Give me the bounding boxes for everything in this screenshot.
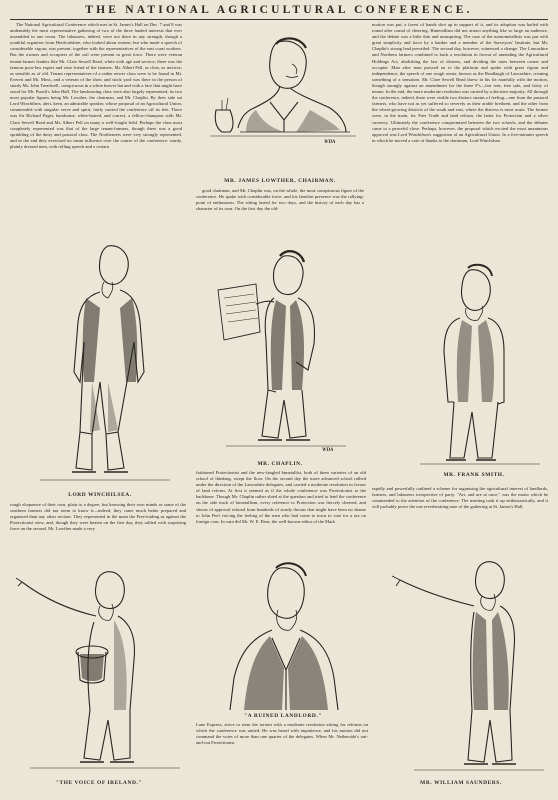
artist-signature: WDA: [322, 448, 334, 453]
caption-voice-of-ireland: "THE VOICE OF IRELAND.": [55, 780, 143, 786]
article-paragraph: rough eloquence of their own, plain to a degree, but knowing their own minds as some of the southern farmers did not seem to know it—indeed, they came much better prepared and organised than any other section. They represented in the main the Free-trading as against the Protectionist view, and, though they were beaten on the first day, they rallied with surprising force on the second. Mr. Lowther made a very: [10, 502, 186, 532]
article-column-1-top: [10, 22, 182, 230]
article-paragraph: fashioned Protectionist and the new-fangled bimetallist, both of them varieties of an old school of thinking, swept the floor. On the second day the more advanced school rallied under the direction of the Lancashire delegates, and carried a moderate resolution in favour of land reform. At first it seemed as if the whole conference was Protectionist to the backbone. Though Mr. Chaplin rather shied at the question and tried to lend the conference on the side track of bimetallism, every reference to Protection was fiercely cheered, and shouts of approval echoed from hundreds of sturdy throats that might have been no shame to John Peel voicing the feeling of the men who had come to town to vote for a tax on foreign corn. In vain did Mr. W. E. Bear, the well-known editor of the Mark: [196, 470, 366, 524]
voice-of-ireland-sketch: [10, 560, 188, 778]
caption-chaplin: MR. CHAPLIN.: [257, 461, 303, 467]
frank-smith-sketch: [400, 262, 548, 470]
illustration-voice-of-ireland: [10, 560, 188, 778]
article-paragraph: motion was put, a forest of hands shot up in support of it, and its adoption was hailed with round after round of cheering. Bimetallism did not attract anything like so large an audience, and the debate was a little thin and uninspiring. The case of the monometallists was put with great simplicity and force by a banker and a member of the Surveyors' Institute, but Mr. Chaplin's strong lead prevailed. The second day, however, witnessed a change. The Lancashire and Northern farmers combined to back a resolution in favour of amending the Agricultural Holdings Act, abolishing the law of distress, and dividing the rates between owner and occupier. Man after man pressed on to the platform and spoke with great vigour and independence, the speech of one rough orator, known as the Bradlaugh of Lancashire, creating something of a sensation. Mr. Clare Sewell Read threw in his lot manfully with the motion, though strongly against an amendment for the three F's—fair rent, free sale, and fixity of tenure. In the end, the more moderate resolution was carried by a decisive majority. All through the conference, indeed, there were visible two distinct strains of feeling—one from the pastoral farmers, who have not as yet suffered so severely as their arable brethren, and the other from the wheat-growing districts of the south and east, where the distress is most acute. The former were, in the main, for Free Trade and land reform, the latter for Protection and a silver currency. Ultimately the conference compromised between the two schools, and the debates came to a peaceful close. Perhaps, however, the proposal which excited the most unanimous approval was Lord Winchilsea's suggestion of an Agricultural Union. In a five-minutes speech in which he moved a vote of thanks to the chairman, Lord Winchilsea: [372, 22, 548, 143]
masthead-rule: [10, 19, 548, 20]
caption-winchilsea: LORD WINCHILSEA.: [68, 492, 132, 498]
article-column-2-low: [196, 470, 366, 558]
article-paragraph: Lane Express, strive to stem the torrent with a moderate resolution asking for reforms on which the conference was united. He was heard with impatience, and his motion did not command the votes of more than one quarter of the delegates. When Mr. Netherside's out-and-out Protectionist: [196, 722, 368, 746]
masthead-title: THE NATIONAL AGRICULTURAL CONFERENCE.: [85, 4, 473, 16]
article-paragraph: rapidly and powerfully outlined a scheme for organising the agricultural interest of landlords, farmers, and labourers irrespective of party. "Art, and are at once," was the motto which he commended to the attention of the conference. The meeting took it up enthusiastically, and it will probably prove the one reverberating note of the gathering at St. James's Hall.: [372, 486, 548, 510]
illustration-frank-smith: [400, 262, 548, 470]
ruined-landlord-sketch: [200, 560, 366, 712]
artist-signature: WDA: [324, 140, 336, 145]
article-column-3-top: [372, 22, 548, 260]
caption-frank-smith: MR. FRANK SMITH.: [443, 472, 505, 478]
article-column-3-mid: [372, 486, 548, 534]
illustration-winchilsea: [20, 232, 180, 490]
winchilsea-sketch: [20, 232, 180, 490]
illustration-william-saunders: [374, 540, 548, 778]
illustration-chaplin: [196, 240, 364, 460]
article-paragraph: good chairman, and Mr. Chaplin was, on the whole, the most conspicuous figure of the conference. He spoke with considerable force, and his familiar presence was the rallying-point of enthusiasm. The sitting lasted for two days, and the history of each day has a character of its own. On the first day the old-: [196, 188, 364, 212]
william-saunders-sketch: [374, 540, 548, 778]
caption-william-saunders: MR. WILLIAM SAUNDERS.: [420, 780, 502, 786]
caption-lowther: MR. JAMES LOWTHER, CHAIRMAN.: [224, 178, 336, 184]
caption-ruined-landlord: "A RUINED LANDLORD.": [244, 713, 322, 719]
lowther-sketch: [200, 24, 360, 174]
chaplin-sketch: [196, 240, 364, 460]
article-column-2-mid: [196, 188, 364, 238]
article-column-2-bottom: [196, 722, 368, 794]
article-column-1-mid: [10, 502, 186, 558]
illustration-lowther: [200, 24, 360, 174]
article-paragraph: The National Agricultural Conference which met in St. James's Hall on Dec. 7 and 8 was undeniably the most representative gathering of two of the three landed interests that ever assembled in one room. The labourers, indeed, were not there in any strength, though a youthful organiser from Hertfordshire, who looked about sixteen, but who made a speech of considerable vigour, was present, together with the representatives of the east coast workers. But the owners and occupiers of the soil were present in great force. There were veteran tenant-farmer leaders like Mr. Clare Sewell Read, white with age and service; there was the famous poor-law expert and wise friend of the farmers, Mr. Albert Pell, as clear, as incisive, as sensible as of old. Tenant representatives of a rather newer class were to be found in Mr. Everett and Mr. Moss, and a veteran of the show and stock yard was there in the person of sturdy Mr. John Treadwell, conspicuous in a white beaver hat and with a face that might have stood for Mr. Punch's John Bull. The landowning class were also largely represented, its two most popular figures being Mr. Lowther, the chairman, and Mr. Chaplin. By their side sat Lord Winchilsea, alert, keen, an admirable speaker, whose proposal of an Agricultural Union, commended with singular verve and spirit, fairly carried the conference off its feet. There was Sir Richard Paget, handsome, white-haired, and correct, a fellow-champion with Mr. Clare Sewell Read and Mr. Albert Pell on many a well-fought field. Perhaps the class most completely represented was that of the large tenant-farmers, though there was a good sprinkling of the dairy and pastoral class. The Northerners were very strongly represented, and in the end they exercised no mean influence over the course of the conference: sturdy, plainly dressed men, with rolling speech and a certain: [10, 22, 182, 149]
illustration-ruined-landlord: [200, 560, 366, 712]
